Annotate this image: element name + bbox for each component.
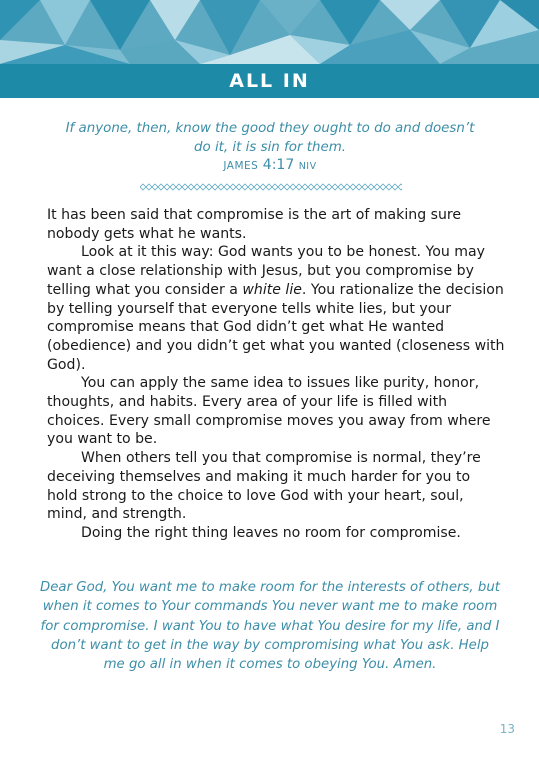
- divider-diamond: [194, 184, 200, 190]
- reference-version: NIV: [298, 161, 317, 172]
- scripture-verse: If anyone, then, know the good they ought to do and doesn’t do it, it is sin for them.: [65, 121, 475, 155]
- divider-diamond: [206, 184, 212, 190]
- divider-diamond: [332, 184, 338, 190]
- paragraph-2-text: Look at it this way: God wants you to be honest. You may want a close relationship with Jesus, but you compromise by telling what you consider a: [47, 244, 485, 298]
- paragraph-4: When others tell you that compromise is normal, they’re deceiving themselves and making it much harder for you to hold strong to the choice to love God with your heart, soul, mind, and strength.: [47, 450, 481, 523]
- closing-prayer: Dear God, You want me to make room for the interests of others, but when it comes to Your commands You never want me to make room for compromise. I want You to have what You desire for my life, and I don’t want to get in the way by compromising what You ask. Help me go all in when it comes to obeying You. Amen.: [40, 580, 500, 673]
- divider-diamond: [224, 184, 230, 190]
- page-number: 13: [499, 722, 515, 736]
- divider-diamond: [356, 184, 362, 190]
- divider-diamond: [188, 184, 194, 190]
- divider-diamond: [152, 184, 158, 190]
- divider-diamond: [146, 184, 152, 190]
- divider-diamond: [320, 184, 326, 190]
- divider-diamond: [350, 184, 356, 190]
- scripture-reference: [60, 156, 480, 176]
- divider-diamond: [212, 184, 218, 190]
- divider-diamond: [302, 184, 308, 190]
- divider-diamond: [398, 184, 402, 190]
- divider-diamond: [386, 184, 392, 190]
- page-title: ALL IN: [0, 64, 539, 98]
- reference-chapter-verse: 4:17: [262, 157, 295, 173]
- divider-diamond: [266, 184, 272, 190]
- emphasis-white-lie: white lie: [242, 281, 302, 298]
- ornamental-divider: [140, 182, 402, 192]
- divider-diamond: [254, 184, 260, 190]
- divider-diamond: [326, 184, 332, 190]
- divider-diamond: [344, 184, 350, 190]
- devotional-body: [47, 206, 505, 543]
- divider-diamond: [164, 184, 170, 190]
- divider-diamond: [374, 184, 380, 190]
- divider-diamond: [236, 184, 242, 190]
- paragraph-5: Doing the right thing leaves no room for compromise.: [81, 524, 461, 541]
- divider-diamond: [260, 184, 266, 190]
- divider-diamond: [176, 184, 182, 190]
- divider-diamond: [278, 184, 284, 190]
- divider-diamond: [230, 184, 236, 190]
- paragraph-2: [47, 243, 505, 374]
- divider-diamond: [368, 184, 374, 190]
- paragraph-3: You can apply the same idea to issues like purity, honor, thoughts, and habits. Every area of your life is filled with choices. Every small compromise moves you away from where you want to be.: [47, 375, 491, 448]
- divider-diamond: [248, 184, 254, 190]
- divider-diamond: [392, 184, 398, 190]
- header-banner: [0, 0, 539, 64]
- paragraph-2-tail: . You rationalize the decision by telling yourself that everyone tells white lies, but your compromise means that God didn’t get what He wanted (obedience) and you didn’t get what you wanted (closeness with God).: [47, 281, 505, 373]
- paragraph-1: It has been said that compromise is the art of making sure nobody gets what he wants.: [47, 207, 462, 242]
- divider-diamond: [218, 184, 224, 190]
- divider-diamond: [314, 184, 320, 190]
- divider-diamond: [140, 184, 146, 190]
- geometric-pattern: [0, 0, 539, 64]
- reference-book: JAMES: [223, 160, 259, 172]
- divider-diamond: [296, 184, 302, 190]
- divider-diamond: [242, 184, 248, 190]
- divider-diamond: [170, 184, 176, 190]
- divider-diamond: [362, 184, 368, 190]
- divider-diamond: [308, 184, 314, 190]
- divider-diamond: [182, 184, 188, 190]
- divider-diamond: [200, 184, 206, 190]
- divider-diamond: [272, 184, 278, 190]
- divider-diamond: [338, 184, 344, 190]
- divider-diamond: [284, 184, 290, 190]
- divider-diamond: [380, 184, 386, 190]
- divider-diamond: [290, 184, 296, 190]
- divider-diamond: [158, 184, 164, 190]
